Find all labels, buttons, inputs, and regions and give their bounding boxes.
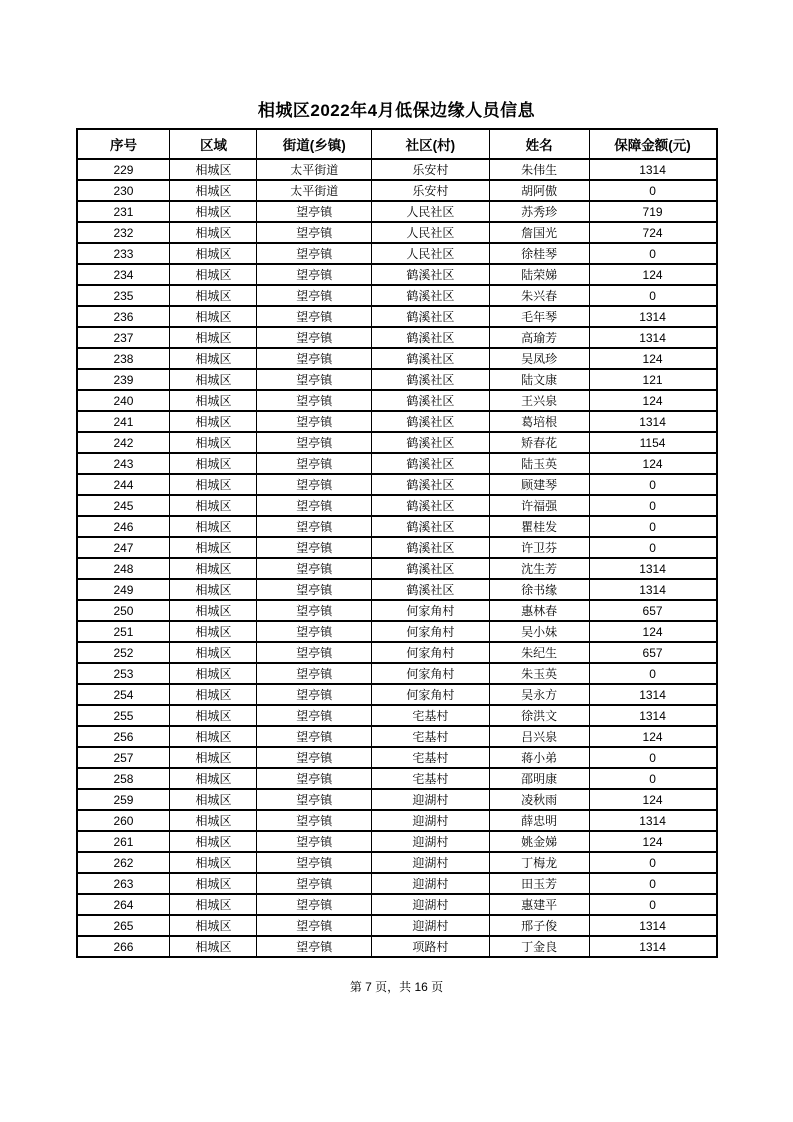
cell-amount: 1314 [589, 936, 716, 957]
cell-community: 鹤溪社区 [372, 516, 490, 537]
cell-amount: 1314 [589, 810, 716, 831]
cell-index: 230 [77, 180, 170, 201]
cell-amount: 124 [589, 831, 716, 852]
cell-street: 望亭镇 [257, 348, 372, 369]
cell-street: 望亭镇 [257, 264, 372, 285]
cell-amount: 1314 [589, 306, 716, 327]
cell-amount: 0 [589, 516, 716, 537]
cell-amount: 1314 [589, 579, 716, 600]
cell-region: 相城区 [170, 516, 257, 537]
table-row [77, 726, 717, 747]
cell-name: 胡阿傲 [489, 180, 589, 201]
cell-region: 相城区 [170, 432, 257, 453]
cell-community: 宅基村 [372, 768, 490, 789]
cell-street: 望亭镇 [257, 201, 372, 222]
cell-community: 人民社区 [372, 201, 490, 222]
cell-amount: 0 [589, 852, 716, 873]
cell-community: 鹤溪社区 [372, 411, 490, 432]
cell-index: 246 [77, 516, 170, 537]
cell-index: 251 [77, 621, 170, 642]
cell-region: 相城区 [170, 894, 257, 915]
cell-amount: 0 [589, 243, 716, 264]
cell-name: 丁梅龙 [489, 852, 589, 873]
cell-amount: 0 [589, 747, 716, 768]
column-header: 序号 [77, 129, 170, 159]
table-row [77, 222, 717, 243]
cell-name: 薛忠明 [489, 810, 589, 831]
table-row [77, 789, 717, 810]
cell-region: 相城区 [170, 663, 257, 684]
cell-street: 望亭镇 [257, 243, 372, 264]
cell-community: 迎湖村 [372, 873, 490, 894]
cell-region: 相城区 [170, 579, 257, 600]
cell-index: 262 [77, 852, 170, 873]
cell-street: 望亭镇 [257, 621, 372, 642]
cell-street: 望亭镇 [257, 831, 372, 852]
cell-community: 鹤溪社区 [372, 264, 490, 285]
cell-name: 许卫芬 [489, 537, 589, 558]
cell-amount: 0 [589, 495, 716, 516]
cell-name: 吕兴泉 [489, 726, 589, 747]
cell-amount: 0 [589, 894, 716, 915]
cell-index: 252 [77, 642, 170, 663]
table-row [77, 642, 717, 663]
cell-index: 265 [77, 915, 170, 936]
cell-community: 鹤溪社区 [372, 285, 490, 306]
cell-amount: 1314 [589, 411, 716, 432]
cell-region: 相城区 [170, 789, 257, 810]
cell-amount: 724 [589, 222, 716, 243]
table-row [77, 768, 717, 789]
cell-amount: 0 [589, 285, 716, 306]
cell-community: 鹤溪社区 [372, 390, 490, 411]
cell-region: 相城区 [170, 558, 257, 579]
cell-region: 相城区 [170, 411, 257, 432]
table-row [77, 537, 717, 558]
table-row [77, 747, 717, 768]
cell-amount: 0 [589, 537, 716, 558]
cell-name: 吴永方 [489, 684, 589, 705]
cell-street: 望亭镇 [257, 285, 372, 306]
cell-region: 相城区 [170, 768, 257, 789]
cell-index: 233 [77, 243, 170, 264]
cell-street: 望亭镇 [257, 726, 372, 747]
cell-street: 望亭镇 [257, 390, 372, 411]
cell-name: 朱兴春 [489, 285, 589, 306]
cell-index: 247 [77, 537, 170, 558]
table-row [77, 705, 717, 726]
cell-community: 迎湖村 [372, 831, 490, 852]
cell-community: 鹤溪社区 [372, 474, 490, 495]
table-row [77, 915, 717, 936]
cell-name: 陆玉英 [489, 453, 589, 474]
column-header: 姓名 [489, 129, 589, 159]
cell-index: 264 [77, 894, 170, 915]
cell-name: 朱纪生 [489, 642, 589, 663]
cell-amount: 657 [589, 600, 716, 621]
cell-name: 田玉芳 [489, 873, 589, 894]
cell-community: 何家角村 [372, 663, 490, 684]
cell-street: 望亭镇 [257, 411, 372, 432]
cell-community: 宅基村 [372, 726, 490, 747]
table-row [77, 285, 717, 306]
cell-community: 鹤溪社区 [372, 453, 490, 474]
cell-street: 望亭镇 [257, 768, 372, 789]
cell-amount: 657 [589, 642, 716, 663]
table-row [77, 348, 717, 369]
cell-amount: 0 [589, 663, 716, 684]
cell-index: 256 [77, 726, 170, 747]
cell-street: 望亭镇 [257, 558, 372, 579]
cell-region: 相城区 [170, 327, 257, 348]
cell-name: 丁金良 [489, 936, 589, 957]
cell-index: 261 [77, 831, 170, 852]
cell-region: 相城区 [170, 285, 257, 306]
table-row [77, 663, 717, 684]
table-row [77, 558, 717, 579]
cell-region: 相城区 [170, 915, 257, 936]
cell-street: 望亭镇 [257, 495, 372, 516]
cell-street: 望亭镇 [257, 684, 372, 705]
cell-region: 相城区 [170, 222, 257, 243]
cell-street: 望亭镇 [257, 327, 372, 348]
cell-index: 241 [77, 411, 170, 432]
cell-community: 鹤溪社区 [372, 348, 490, 369]
cell-street: 望亭镇 [257, 894, 372, 915]
cell-name: 高瑜芳 [489, 327, 589, 348]
cell-street: 望亭镇 [257, 936, 372, 957]
cell-name: 矫春花 [489, 432, 589, 453]
table-row [77, 411, 717, 432]
cell-amount: 124 [589, 621, 716, 642]
cell-region: 相城区 [170, 495, 257, 516]
cell-amount: 1314 [589, 705, 716, 726]
cell-index: 255 [77, 705, 170, 726]
cell-name: 吴小妹 [489, 621, 589, 642]
cell-region: 相城区 [170, 642, 257, 663]
table-row [77, 159, 717, 180]
cell-street: 望亭镇 [257, 369, 372, 390]
table-row [77, 369, 717, 390]
cell-amount: 719 [589, 201, 716, 222]
cell-name: 徐书缘 [489, 579, 589, 600]
cell-index: 236 [77, 306, 170, 327]
cell-community: 鹤溪社区 [372, 369, 490, 390]
benefits-table [76, 128, 718, 958]
cell-index: 231 [77, 201, 170, 222]
cell-community: 何家角村 [372, 684, 490, 705]
cell-region: 相城区 [170, 306, 257, 327]
cell-region: 相城区 [170, 726, 257, 747]
cell-street: 望亭镇 [257, 747, 372, 768]
cell-region: 相城区 [170, 390, 257, 411]
cell-name: 吴凤珍 [489, 348, 589, 369]
cell-street: 望亭镇 [257, 516, 372, 537]
cell-street: 望亭镇 [257, 915, 372, 936]
cell-region: 相城区 [170, 873, 257, 894]
cell-index: 234 [77, 264, 170, 285]
cell-community: 何家角村 [372, 621, 490, 642]
cell-street: 望亭镇 [257, 600, 372, 621]
cell-region: 相城区 [170, 684, 257, 705]
cell-name: 王兴泉 [489, 390, 589, 411]
table-row [77, 516, 717, 537]
cell-street: 望亭镇 [257, 222, 372, 243]
cell-amount: 124 [589, 453, 716, 474]
cell-community: 鹤溪社区 [372, 537, 490, 558]
cell-street: 望亭镇 [257, 789, 372, 810]
cell-name: 徐洪文 [489, 705, 589, 726]
cell-community: 鹤溪社区 [372, 306, 490, 327]
table-row [77, 474, 717, 495]
cell-name: 顾建琴 [489, 474, 589, 495]
table-row [77, 873, 717, 894]
cell-street: 望亭镇 [257, 474, 372, 495]
cell-amount: 0 [589, 474, 716, 495]
cell-index: 250 [77, 600, 170, 621]
cell-street: 望亭镇 [257, 537, 372, 558]
page-title: 相城区2022年4月低保边缘人员信息 [257, 101, 536, 120]
cell-name: 徐桂琴 [489, 243, 589, 264]
cell-street: 望亭镇 [257, 852, 372, 873]
cell-region: 相城区 [170, 369, 257, 390]
cell-name: 许福强 [489, 495, 589, 516]
cell-region: 相城区 [170, 348, 257, 369]
cell-name: 凌秋雨 [489, 789, 589, 810]
cell-community: 何家角村 [372, 642, 490, 663]
cell-index: 266 [77, 936, 170, 957]
table-row [77, 306, 717, 327]
cell-amount: 1314 [589, 684, 716, 705]
cell-name: 姚金娣 [489, 831, 589, 852]
cell-region: 相城区 [170, 621, 257, 642]
cell-community: 项路村 [372, 936, 490, 957]
cell-name: 朱伟生 [489, 159, 589, 180]
cell-name: 惠建平 [489, 894, 589, 915]
table-row [77, 621, 717, 642]
cell-community: 人民社区 [372, 222, 490, 243]
cell-name: 葛培根 [489, 411, 589, 432]
cell-street: 望亭镇 [257, 642, 372, 663]
cell-amount: 1314 [589, 915, 716, 936]
cell-region: 相城区 [170, 264, 257, 285]
table-row [77, 894, 717, 915]
table-row [77, 810, 717, 831]
table-row [77, 936, 717, 957]
cell-region: 相城区 [170, 852, 257, 873]
cell-name: 苏秀珍 [489, 201, 589, 222]
cell-index: 263 [77, 873, 170, 894]
table-row [77, 852, 717, 873]
table-row [77, 201, 717, 222]
cell-street: 望亭镇 [257, 663, 372, 684]
cell-street: 望亭镇 [257, 432, 372, 453]
cell-region: 相城区 [170, 453, 257, 474]
cell-amount: 124 [589, 348, 716, 369]
cell-index: 259 [77, 789, 170, 810]
table-body [77, 159, 717, 957]
cell-community: 鹤溪社区 [372, 432, 490, 453]
cell-name: 詹国光 [489, 222, 589, 243]
cell-community: 鹤溪社区 [372, 495, 490, 516]
cell-amount: 1314 [589, 327, 716, 348]
cell-community: 迎湖村 [372, 915, 490, 936]
table-row [77, 390, 717, 411]
cell-region: 相城区 [170, 810, 257, 831]
cell-amount: 0 [589, 873, 716, 894]
cell-community: 宅基村 [372, 747, 490, 768]
cell-name: 朱玉英 [489, 663, 589, 684]
cell-name: 陆荣娣 [489, 264, 589, 285]
cell-amount: 0 [589, 768, 716, 789]
table-row [77, 579, 717, 600]
cell-community: 宅基村 [372, 705, 490, 726]
cell-region: 相城区 [170, 705, 257, 726]
cell-community: 鹤溪社区 [372, 579, 490, 600]
cell-name: 毛年琴 [489, 306, 589, 327]
cell-name: 邵明康 [489, 768, 589, 789]
cell-name: 邢子俊 [489, 915, 589, 936]
cell-region: 相城区 [170, 474, 257, 495]
cell-amount: 1154 [589, 432, 716, 453]
table-row [77, 180, 717, 201]
table-row [77, 327, 717, 348]
column-header: 保障金额(元) [589, 129, 716, 159]
cell-index: 240 [77, 390, 170, 411]
cell-name: 瞿桂发 [489, 516, 589, 537]
cell-region: 相城区 [170, 600, 257, 621]
cell-index: 244 [77, 474, 170, 495]
cell-index: 239 [77, 369, 170, 390]
cell-street: 太平街道 [257, 159, 372, 180]
column-header: 区域 [170, 129, 257, 159]
cell-region: 相城区 [170, 831, 257, 852]
cell-community: 鹤溪社区 [372, 558, 490, 579]
cell-index: 257 [77, 747, 170, 768]
cell-index: 254 [77, 684, 170, 705]
cell-index: 238 [77, 348, 170, 369]
cell-street: 望亭镇 [257, 453, 372, 474]
table-row [77, 600, 717, 621]
cell-amount: 1314 [589, 558, 716, 579]
column-header: 社区(村) [372, 129, 490, 159]
cell-name: 蒋小弟 [489, 747, 589, 768]
column-header: 街道(乡镇) [257, 129, 372, 159]
cell-community: 何家角村 [372, 600, 490, 621]
cell-street: 太平街道 [257, 180, 372, 201]
cell-amount: 124 [589, 264, 716, 285]
cell-region: 相城区 [170, 201, 257, 222]
cell-community: 乐安村 [372, 159, 490, 180]
table-row [77, 453, 717, 474]
cell-community: 迎湖村 [372, 852, 490, 873]
cell-region: 相城区 [170, 537, 257, 558]
cell-name: 沈生芳 [489, 558, 589, 579]
table-row [77, 264, 717, 285]
cell-community: 鹤溪社区 [372, 327, 490, 348]
cell-index: 249 [77, 579, 170, 600]
cell-index: 235 [77, 285, 170, 306]
cell-region: 相城区 [170, 747, 257, 768]
cell-region: 相城区 [170, 180, 257, 201]
header-row [77, 129, 717, 159]
cell-index: 243 [77, 453, 170, 474]
table-row [77, 831, 717, 852]
cell-community: 迎湖村 [372, 789, 490, 810]
table-row [77, 495, 717, 516]
table-row [77, 684, 717, 705]
cell-amount: 0 [589, 180, 716, 201]
cell-street: 望亭镇 [257, 873, 372, 894]
cell-community: 人民社区 [372, 243, 490, 264]
table-row [77, 432, 717, 453]
cell-index: 237 [77, 327, 170, 348]
cell-name: 陆文康 [489, 369, 589, 390]
cell-index: 248 [77, 558, 170, 579]
cell-index: 258 [77, 768, 170, 789]
cell-index: 242 [77, 432, 170, 453]
cell-region: 相城区 [170, 243, 257, 264]
cell-index: 232 [77, 222, 170, 243]
table-row [77, 243, 717, 264]
cell-name: 惠林春 [489, 600, 589, 621]
cell-amount: 124 [589, 726, 716, 747]
cell-index: 229 [77, 159, 170, 180]
cell-street: 望亭镇 [257, 579, 372, 600]
cell-street: 望亭镇 [257, 306, 372, 327]
cell-street: 望亭镇 [257, 705, 372, 726]
cell-community: 乐安村 [372, 180, 490, 201]
cell-region: 相城区 [170, 936, 257, 957]
cell-community: 迎湖村 [372, 810, 490, 831]
cell-amount: 124 [589, 390, 716, 411]
cell-street: 望亭镇 [257, 810, 372, 831]
cell-index: 245 [77, 495, 170, 516]
page-number: 第 7 页，共 16 页 [349, 980, 444, 994]
cell-index: 253 [77, 663, 170, 684]
cell-amount: 121 [589, 369, 716, 390]
cell-community: 迎湖村 [372, 894, 490, 915]
cell-index: 260 [77, 810, 170, 831]
cell-region: 相城区 [170, 159, 257, 180]
cell-amount: 124 [589, 789, 716, 810]
cell-amount: 1314 [589, 159, 716, 180]
